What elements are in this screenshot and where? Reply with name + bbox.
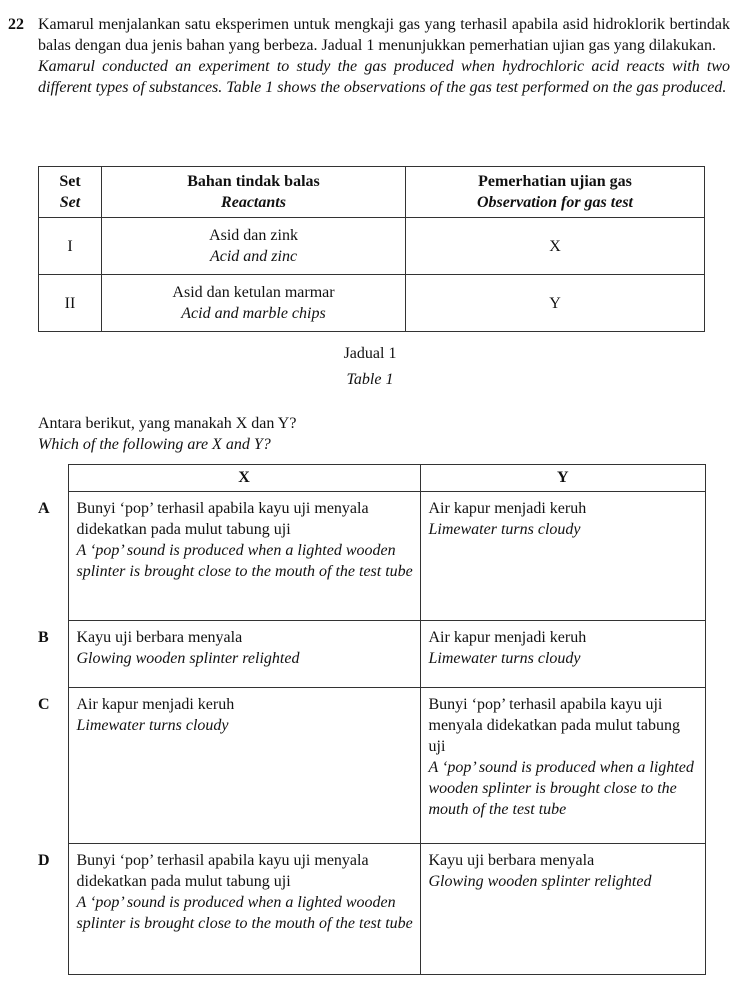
options-table xyxy=(8,464,706,975)
header-reactants: Bahan tindak balas Reactants xyxy=(102,167,406,218)
table-header-row xyxy=(39,167,705,218)
table-row xyxy=(39,218,705,275)
options-header-row xyxy=(8,465,706,492)
question-block xyxy=(8,14,730,98)
set-cell: II xyxy=(39,275,102,332)
option-y-cell: Air kapur menjadi keruh Limewater turns cloudy xyxy=(420,492,706,621)
option-y-cell: Kayu uji berbara menyala Glowing wooden splinter relighted xyxy=(420,844,706,975)
option-label[interactable]: B xyxy=(38,628,49,646)
observation-table xyxy=(38,166,705,332)
question-text-en: Kamarul conducted an experiment to study the gas produced when hydrochloric acid reacts with two different types of substances. Table 1 shows the observations of the gas test performed on the gas produced. xyxy=(38,58,730,96)
option-y-cell: Air kapur menjadi keruh Limewater turns cloudy xyxy=(420,621,706,688)
option-x-cell: Air kapur menjadi keruh Limewater turns cloudy xyxy=(68,688,420,844)
option-row-c[interactable] xyxy=(8,688,706,844)
observation-cell: X xyxy=(406,218,705,275)
option-x-cell: Kayu uji berbara menyala Glowing wooden splinter relighted xyxy=(68,621,420,688)
prompt-ms: Antara berikut, yang manakah X dan Y? xyxy=(38,415,297,432)
option-label[interactable]: A xyxy=(38,499,50,517)
option-row-a[interactable] xyxy=(8,492,706,621)
table-caption-en: Table 1 xyxy=(346,371,394,388)
header-set: Set Set xyxy=(39,167,102,218)
table-row xyxy=(39,275,705,332)
reactant-cell: Asid dan ketulan marmar Acid and marble chips xyxy=(102,275,406,332)
observation-cell: Y xyxy=(406,275,705,332)
option-label[interactable]: C xyxy=(38,695,50,713)
header-observation: Pemerhatian ujian gas Observation for gas test xyxy=(406,167,705,218)
option-row-d[interactable] xyxy=(8,844,706,975)
header-x: X xyxy=(68,465,420,492)
table-caption-ms: Jadual 1 xyxy=(343,345,397,362)
header-y: Y xyxy=(420,465,706,492)
set-cell: I xyxy=(39,218,102,275)
option-row-b[interactable] xyxy=(8,621,706,688)
question-text-ms: Kamarul menjalankan satu eksperimen untuk mengkaji gas yang terhasil apabila asid hidroklorik bertindak balas dengan dua jenis bahan yang berbeza. Jadual 1 menunjukkan pemerhatian ujian gas yang dilakukan. xyxy=(38,16,730,54)
prompt-en: Which of the following are X and Y? xyxy=(38,436,271,453)
option-x-cell: Bunyi ‘pop’ terhasil apabila kayu uji menyala didekatkan pada mulut tabung uji A ‘pop’ sound is produced when a lighted wooden splinter is brought close to the mouth of the test tube xyxy=(68,844,420,975)
option-x-cell: Bunyi ‘pop’ terhasil apabila kayu uji menyala didekatkan pada mulut tabung uji A ‘pop’ sound is produced when a lighted wooden splinter is brought close to the mouth of the test tube xyxy=(68,492,420,621)
reactant-cell: Asid dan zink Acid and zinc xyxy=(102,218,406,275)
option-label[interactable]: D xyxy=(38,851,50,869)
question-number: 22 xyxy=(8,16,24,33)
option-y-cell: Bunyi ‘pop’ terhasil apabila kayu uji menyala didekatkan pada mulut tabung uji A ‘pop’ sound is produced when a lighted wooden splinter is brought close to the mouth of the test tube xyxy=(420,688,706,844)
